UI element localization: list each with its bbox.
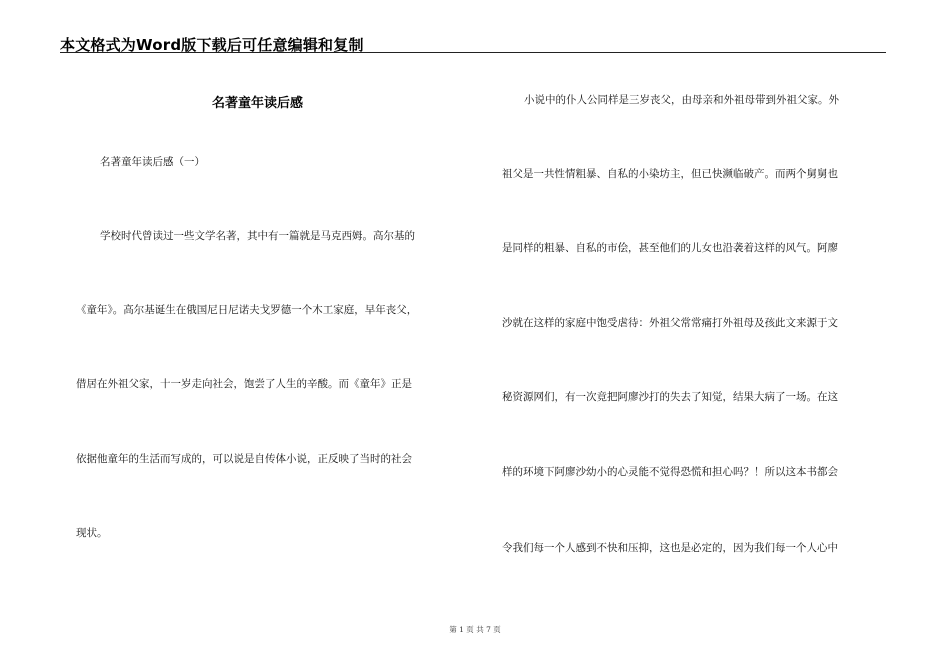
page-number: 第 1 页 共 7 页 — [449, 625, 501, 634]
paragraph-line: 秘资源网们，有一次竟把阿廖沙打的失去了知觉，结果大病了一场。在这 — [502, 391, 838, 403]
subheading: 名著童年读后感（一） — [100, 156, 205, 168]
paragraph-line: 学校时代曾读过一些文学名著，其中有一篇就是马克西姆。高尔基的 — [100, 230, 415, 242]
banner-divider — [60, 52, 886, 53]
paragraph-line: 沙就在这样的家庭中饱受虐待：外祖父常常痛打外祖母及孩此文来源于文 — [502, 317, 838, 329]
document-title: 名著童年读后感 — [212, 96, 304, 111]
paragraph-line: 现状。 — [76, 527, 108, 539]
paragraph-line: 小说中的仆人公同样是三岁丧父，由母亲和外祖母带到外祖父家。外 — [524, 94, 839, 106]
paragraph-line: 《童年》。高尔基诞生在俄国尼日尼诺夫戈罗德一个木工家庭，早年丧父， — [76, 304, 418, 316]
paragraph-line: 借居在外祖父家，十一岁走向社会，饱尝了人生的辛酸。而《童年》正是 — [76, 378, 412, 390]
paragraph-line: 是同样的粗暴、自私的市侩，甚至他们的儿女也沿袭着这样的风气。阿廖 — [502, 242, 838, 254]
paragraph-line: 祖父是一共性情粗暴、自私的小染坊主，但已快濒临破产。而两个舅舅也 — [502, 168, 838, 180]
paragraph-line: 令我们每一个人感到不快和压抑，这也是必定的，因为我们每一个人心中 — [502, 542, 838, 554]
document-banner: 本文格式为Word版下载后可任意编辑和复制 — [60, 36, 364, 54]
paragraph-line: 依据他童年的生活而写成的，可以说是自传体小说，正反映了当时的社会 — [76, 453, 412, 465]
paragraph-line: 样的环境下阿廖沙幼小的心灵能不觉得恐慌和担心吗？！所以这本书都会 — [502, 466, 838, 478]
